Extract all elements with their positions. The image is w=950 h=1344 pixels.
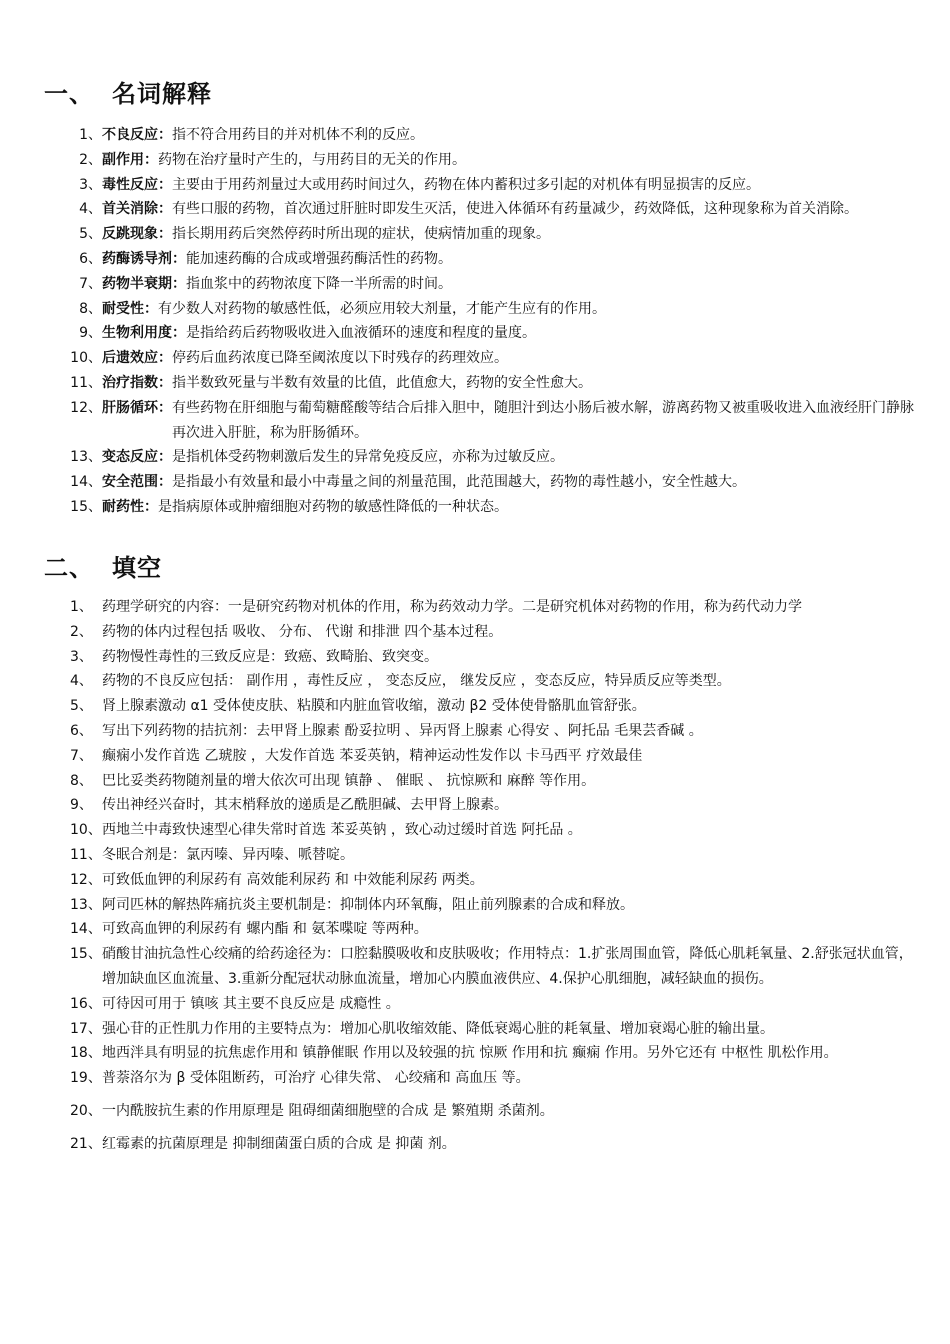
definition-term: 肝肠循环： [102, 399, 172, 416]
definition-item [68, 148, 918, 173]
item-number: 16、 [70, 995, 102, 1012]
definition-text: 停药后血药浓度已降至阈浓度以下时残存的药理效应。 [172, 350, 508, 367]
item-number: 12、 [70, 399, 102, 416]
definition-text: 主要由于用药剂量过大或用药时间过久，药物在体内蓄积过多引起的对机体有明显损害的反应。 [172, 176, 760, 193]
definition-term: 安全范围： [102, 474, 172, 491]
item-number: 21、 [70, 1135, 102, 1152]
definition-item [68, 445, 918, 470]
fill-in-text: 癫痫小发作首选 乙琥胺 ，大发作首选 苯妥英钠，精神运动性发作以 卡马西平 疗效最佳 [102, 747, 643, 764]
definition-term: 副作用： [102, 151, 158, 168]
item-number: 2、 [70, 623, 93, 640]
fill-in-text: 写出下列药物的拮抗剂：去甲肾上腺素 酚妥拉明 、异丙肾上腺素 心得安 、阿托品 毛果芸香碱 。 [102, 722, 703, 739]
definition-term: 药酶诱导剂： [102, 250, 186, 267]
fill-in-text: 可致低血钾的利尿药有 高效能利尿药 和 中效能利尿药 两类。 [102, 871, 484, 888]
definition-term: 毒性反应： [102, 176, 172, 193]
definition-text: 有少数人对药物的敏感性低，必须应用较大剂量，才能产生应有的作用。 [158, 300, 606, 317]
section-number: 一、 [44, 79, 94, 108]
definition-item [68, 346, 918, 371]
fill-in-item [70, 942, 920, 992]
item-number: 5、 [70, 698, 93, 715]
item-number: 13、 [70, 449, 102, 466]
definition-item [68, 247, 918, 272]
item-number: 20、 [70, 1102, 102, 1119]
item-number: 6、 [70, 722, 93, 739]
fill-in-text: 可致高血钾的利尿药有 螺内酯 和 氨苯喋啶 等两种。 [102, 921, 428, 938]
item-number: 15、 [70, 946, 102, 963]
fill-in-item [70, 992, 920, 1017]
fill-in-text: 西地兰中毒致快速型心律失常时首选 苯妥英钠 ，致心动过缓时首选 阿托品 。 [102, 822, 582, 839]
definition-term: 不良反应： [102, 127, 172, 143]
fill-in-text: 普萘洛尔为 β 受体阻断药，可治疗 心律失常、 心绞痛和 高血压 等。 [102, 1070, 530, 1087]
fill-in-item [70, 1041, 920, 1066]
fill-in-item [70, 1099, 920, 1124]
definition-term: 反跳现象： [102, 226, 172, 243]
definition-list [68, 123, 918, 520]
fill-in-item [70, 595, 920, 620]
item-number: 5、 [79, 226, 102, 243]
definition-item [68, 173, 918, 198]
section-heading: 填空 [112, 553, 162, 582]
fill-in-text: 药物慢性毒性的三致反应是：致癌、致畸胎、致突变。 [102, 648, 438, 665]
item-number: 7、 [79, 275, 102, 292]
item-number: 6、 [79, 250, 102, 267]
definition-text: 是指给药后药物吸收进入血液循环的速度和程度的量度。 [186, 325, 536, 342]
item-number: 4、 [79, 201, 102, 218]
item-number: 2、 [79, 151, 102, 168]
item-number: 14、 [70, 474, 102, 491]
item-number: 10、 [70, 822, 102, 839]
definition-item [68, 197, 918, 222]
definition-term: 首关消除： [102, 201, 172, 218]
item-number: 9、 [79, 325, 102, 342]
fill-in-item [70, 669, 920, 694]
definition-text: 指血浆中的药物浓度下降一半所需的时间。 [186, 275, 452, 292]
item-number: 13、 [70, 896, 102, 913]
item-number: 8、 [79, 300, 102, 317]
item-number: 7、 [70, 747, 93, 764]
definition-text: 指半数致死量与半数有效量的比值，此值愈大，药物的安全性愈大。 [172, 374, 592, 391]
item-number: 9、 [70, 797, 93, 814]
fill-in-item [70, 719, 920, 744]
fill-in-item [70, 769, 920, 794]
fill-in-text: 地西泮具有明显的抗焦虑作用和 镇静催眠 作用以及较强的抗 惊厥 作用和抗 癫痫 作用。另外它还有 中枢性 肌松作用。 [102, 1045, 838, 1062]
fill-in-item [70, 793, 920, 818]
definition-item [68, 272, 918, 297]
item-number: 11、 [70, 846, 102, 863]
definition-text: 是指机体受药物刺激后发生的异常免疫反应，亦称为过敏反应。 [172, 449, 564, 466]
section-title-fill-in [44, 548, 162, 583]
fill-in-item [70, 818, 920, 843]
item-number: 1、 [79, 127, 102, 143]
item-number: 14、 [70, 921, 102, 938]
fill-in-text: 阿司匹林的解热阵痛抗炎主要机制是：抑制体内环氧酶，阻止前列腺素的合成和释放。 [102, 896, 634, 913]
definition-term: 药物半衰期： [102, 275, 186, 292]
item-number: 11、 [70, 374, 102, 391]
definition-text: 有些口服的药物，首次通过肝脏时即发生灭活，使进入体循环有药量减少，药效降低，这种现象称为首关消除。 [172, 201, 858, 218]
fill-in-item [70, 843, 920, 868]
fill-in-text: 药理学研究的内容：一是研究药物对机体的作用，称为药效动力学。二是研究机体对药物的作用，称为药代动力学 [102, 599, 802, 615]
section-number: 二、 [44, 553, 94, 582]
definition-item [68, 297, 918, 322]
item-number: 3、 [79, 176, 102, 193]
definition-term: 后遗效应： [102, 350, 172, 367]
fill-in-list [70, 595, 920, 1157]
definition-item [68, 495, 918, 520]
fill-in-item [70, 917, 920, 942]
definition-text: 是指病原体或肿瘤细胞对药物的敏感性降低的一种状态。 [158, 498, 508, 515]
definition-term: 耐受性： [102, 300, 158, 317]
item-number: 12、 [70, 871, 102, 888]
definition-item [68, 321, 918, 346]
fill-in-text: 肾上腺素激动 α1 受体使皮肤、粘膜和内脏血管收缩，激动 β2 受体使骨骼肌血管舒张。 [102, 698, 646, 715]
fill-in-item [70, 1066, 920, 1091]
fill-in-item [70, 868, 920, 893]
definition-text: 指不符合用药目的并对机体不利的反应。 [172, 127, 424, 143]
fill-in-text: 传出神经兴奋时，其末梢释放的递质是乙酰胆碱、去甲肾上腺素。 [102, 797, 508, 814]
fill-in-item [70, 694, 920, 719]
fill-in-text: 药物的不良反应包括： 副作用 ，毒性反应 ， 变态反应， 继发反应 ，变态反应，特异质反应等类型。 [102, 673, 731, 690]
fill-in-text: 硝酸甘油抗急性心绞痛的给药途径为：口腔黏膜吸收和皮肤吸收；作用特点：1.扩张周围血管，降低心肌耗氧量、2.舒张冠状血管，增加缺血区血流量、3.重新分配冠状动脉血流量，增加心内膜血液供应、4.保护心肌细胞，减轻缺血的损伤。 [102, 946, 913, 987]
definition-text: 药物在治疗量时产生的，与用药目的无关的作用。 [158, 151, 466, 168]
item-number: 3、 [70, 648, 93, 665]
fill-in-text: 药物的体内过程包括 吸收、 分布、 代谢 和排泄 四个基本过程。 [102, 623, 503, 640]
item-number: 18、 [70, 1045, 102, 1062]
section-title-definitions [44, 74, 212, 109]
item-number: 15、 [70, 498, 102, 515]
fill-in-text: 一内酰胺抗生素的作用原理是 阻碍细菌细胞壁的合成 是 繁殖期 杀菌剂。 [102, 1102, 554, 1119]
item-number: 19、 [70, 1070, 102, 1087]
fill-in-item [70, 1132, 920, 1157]
fill-in-text: 可待因可用于 镇咳 其主要不良反应是 成瘾性 。 [102, 995, 400, 1012]
fill-in-text: 冬眠合剂是：氯丙嗪、异丙嗪、哌替啶。 [102, 846, 354, 863]
definition-item [68, 123, 918, 148]
item-number: 17、 [70, 1020, 102, 1037]
definition-term: 生物利用度： [102, 325, 186, 342]
item-number: 4、 [70, 673, 93, 690]
spacer [70, 1091, 920, 1099]
definition-item [68, 470, 918, 495]
definition-term: 耐药性： [102, 498, 158, 515]
item-number: 1、 [70, 599, 93, 615]
item-number: 10、 [70, 350, 102, 367]
fill-in-text: 强心苷的正性肌力作用的主要特点为：增加心肌收缩效能、降低衰竭心脏的耗氧量、增加衰竭心脏的输出量。 [102, 1020, 774, 1037]
definition-text: 有些药物在肝细胞与葡萄糖醛酸等结合后排入胆中，随胆汁到达小肠后被水解，游离药物又被重吸收进入血液经肝门静脉再次进入肝脏，称为肝肠循环。 [172, 399, 914, 441]
section-heading: 名词解释 [112, 79, 212, 108]
spacer [70, 1124, 920, 1132]
definition-text: 是指最小有效量和最小中毒量之间的剂量范围，此范围越大，药物的毒性越小，安全性越大。 [172, 474, 746, 491]
fill-in-item [70, 645, 920, 670]
fill-in-text: 红霉素的抗菌原理是 抑制细菌蛋白质的合成 是 抑菌 剂。 [102, 1135, 456, 1152]
item-number: 8、 [70, 772, 93, 789]
definition-item [68, 371, 918, 396]
definition-text: 能加速药酶的合成或增强药酶活性的药物。 [186, 250, 452, 267]
definition-item [68, 222, 918, 247]
fill-in-text: 巴比妥类药物随剂量的增大依次可出现 镇静 、 催眠 、 抗惊厥和 麻醉 等作用。 [102, 772, 596, 789]
definition-term: 变态反应： [102, 449, 172, 466]
definition-item [68, 396, 918, 446]
definition-text: 指长期用药后突然停药时所出现的症状，使病情加重的现象。 [172, 226, 550, 243]
fill-in-item [70, 893, 920, 918]
fill-in-item [70, 1017, 920, 1042]
fill-in-item [70, 620, 920, 645]
fill-in-item [70, 744, 920, 769]
definition-term: 治疗指数： [102, 374, 172, 391]
